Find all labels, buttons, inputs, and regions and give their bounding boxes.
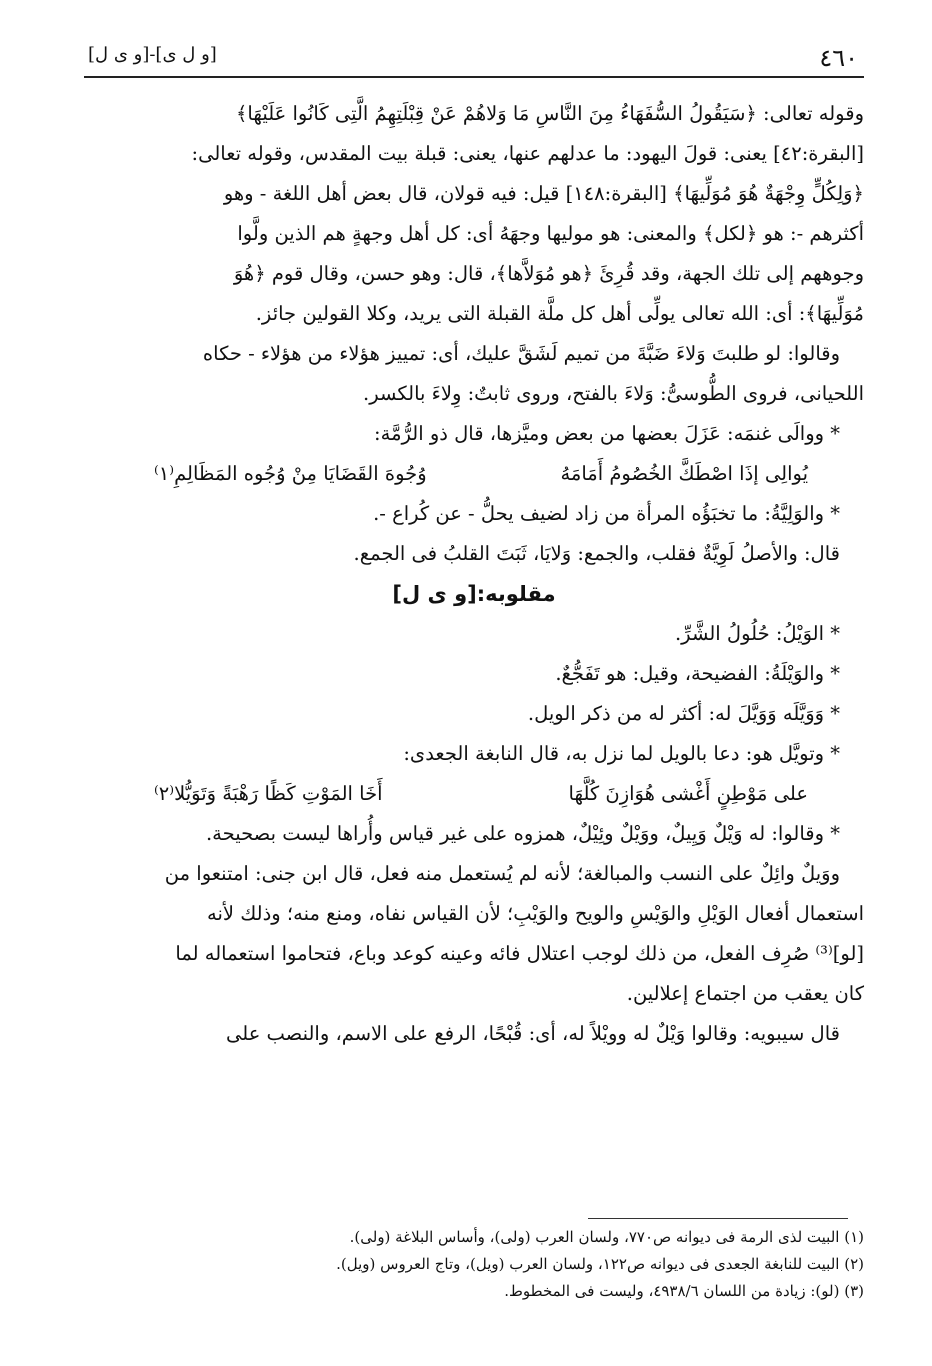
text-line: ﴿وَلِكُلٍّ وِجْهَةٌ هُوَ مُوَلِّيهَا﴾ [البقرة:١٤٨] قيل: فيه قولان، قال بعض أهل اللغة - وهو: [223, 182, 864, 205]
text-line: مُوَلِّيهَا﴾: أى: الله تعالى يولِّى أهل كل ملَّة القبلة التى يريد، وكلا القولين جائز.: [255, 302, 864, 325]
text-line: كان يعقب من اجتماع إعلالين.: [626, 982, 864, 1005]
verse-first-hemistich: يُوالِى إذَا اصْطَكَّ الخُصُومُ أَمَامَهُ: [560, 462, 808, 485]
text-line: وجوههم إلى تلك الجهة، وقد قُرِئَ ﴿هو مُوَلاَّها﴾، قال: وهو حسن، وقال قوم ﴿هُوَ: [233, 262, 864, 285]
footnote: (٢) البيت للنابغة الجعدى فى ديوانه ص١٢٢، ولسان العرب (ويل)، وتاج العروس (ويل).: [336, 1255, 864, 1273]
page-number: ٤٦٠: [819, 44, 858, 72]
verse-second-hemistich: وُجُوهَ القَضَايَا مِنْ وُجُوه المَظَالِمِ⁽١⁾: [154, 462, 427, 485]
section-heading: مقلوبه:[و ى ل]: [392, 582, 556, 606]
footnotes: [84, 1224, 864, 1305]
poetry-verse: [84, 454, 864, 494]
poetry-verse: [84, 774, 864, 814]
verse-second-hemistich: أَخَا المَوْتِ كَظًا رَهْبَةً وَتَوَيُّلا⁽٢⁾: [154, 782, 383, 805]
entry-paragraph: * الوَيْلُ: حُلُولُ الشَّرِّ.: [674, 622, 840, 645]
text-line: أكثرهم -: هو ﴿لكل﴾ والمعنى: هو موليها وجهَهُ أى: كل أهل وجهةٍ هم الذين ولَّوا: [237, 222, 864, 245]
entry-paragraph: * وقالوا: له وَيْلٌ وَيِيلٌ، ووَيْلٌ وئِيْلٌ، همزوه على غير قياس وأُراها ليست بصحيحة.: [205, 822, 840, 845]
entry-paragraph: * وَوَيَّلَه وَوَيَّلَ له: أكثر له من ذكر الويل.: [527, 702, 840, 725]
text-line: [لو]⁽³⁾ صُرِف الفعل، من ذلك لوجب اعتلال فائه وعينه كوعد وباع، فتحاموا استعماله لما: [175, 942, 864, 965]
running-head: [و ل ى]-[و ى ل]: [88, 44, 217, 65]
text-line: [البقرة:٤٢] يعنى: قولَ اليهود: ما عدلهم عنها، يعنى: قبلة بيت المقدس، وقوله تعالى:: [191, 142, 864, 165]
text-line: استعمال أفعال الوَيْلِ والوَيْسِ والويح والوَيْبِ؛ لأن القياس نفاه، ومنع منه؛ وذلك لأنه: [207, 902, 864, 925]
footnote: (٣) (لو): زيادة من اللسان ٤٩٣٨/٦، وليست فى المخطوط.: [504, 1282, 864, 1300]
verse-first-hemistich: على مَوْطِنٍ أَغْشى هُوَازِنَ كُلَّهَا: [568, 782, 808, 805]
entry-paragraph: * ووالَى غنمَه: عَزَلَ بعضها من بعض وميَّزها، قال ذو الرُّمَّة:: [374, 422, 840, 445]
page-header: [84, 36, 864, 78]
text-line: وقوله تعالى: ﴿سَيَقُولُ السُّفَهَاءُ مِنَ النَّاسِ مَا وَلاهُمْ عَنْ قِبْلَتِهِمُ الَّتِى كَانُوا عَلَيْهَا﴾: [235, 102, 864, 125]
footnote: (١) البيت لذى الرمة فى ديوانه ص٧٧٠، ولسان العرب (ولى)، وأساس البلاغة (ولى).: [349, 1228, 864, 1246]
entry-paragraph: * وتويَّل هو: دعا بالويل لما نزل به، قال النابغة الجعدى:: [403, 742, 840, 765]
main-text: [84, 94, 864, 1054]
entry-paragraph: * والوَلِيَّةُ: ما تخبَؤُه المرأة من زاد لضيف يحلُّ - عن كُراع -.: [373, 502, 840, 525]
entry-paragraph: * والوَيْلَةُ: الفضيحة، وقيل: هو تَفَجُّعٌ.: [555, 662, 840, 685]
text-line: وقالوا: لو طلبتَ وَلاءَ ضَبَّةَ من تميم لَشَقَّ عليك، أى: تمييز هؤلاء من هؤلاء - حكاه: [202, 342, 840, 365]
footnote-divider: [588, 1218, 848, 1219]
text-line: ووَيلٌ وائِلٌ على النسب والمبالغة؛ لأنه لم يُستعمل منه فعل، قال ابن جنى: امتنعوا من: [164, 862, 840, 885]
text-line: قال سيبويه: وقالوا وَيْلٌ له وويْلاً له، أى: قُبْحًا، الرفع على الاسم، والنصب على: [225, 1022, 840, 1045]
text-line: اللحيانى، فروى الطُّوسىُّ: وَلاءَ بالفتح، وروى ثابتٌ: وِلاءَ بالكسر.: [363, 382, 864, 405]
text-line: قال: والأصلُ لَوِيَّةٌ فقلب، والجمع: وَلايَا، ثَبَتَ القلبُ فى الجمع.: [353, 542, 840, 565]
